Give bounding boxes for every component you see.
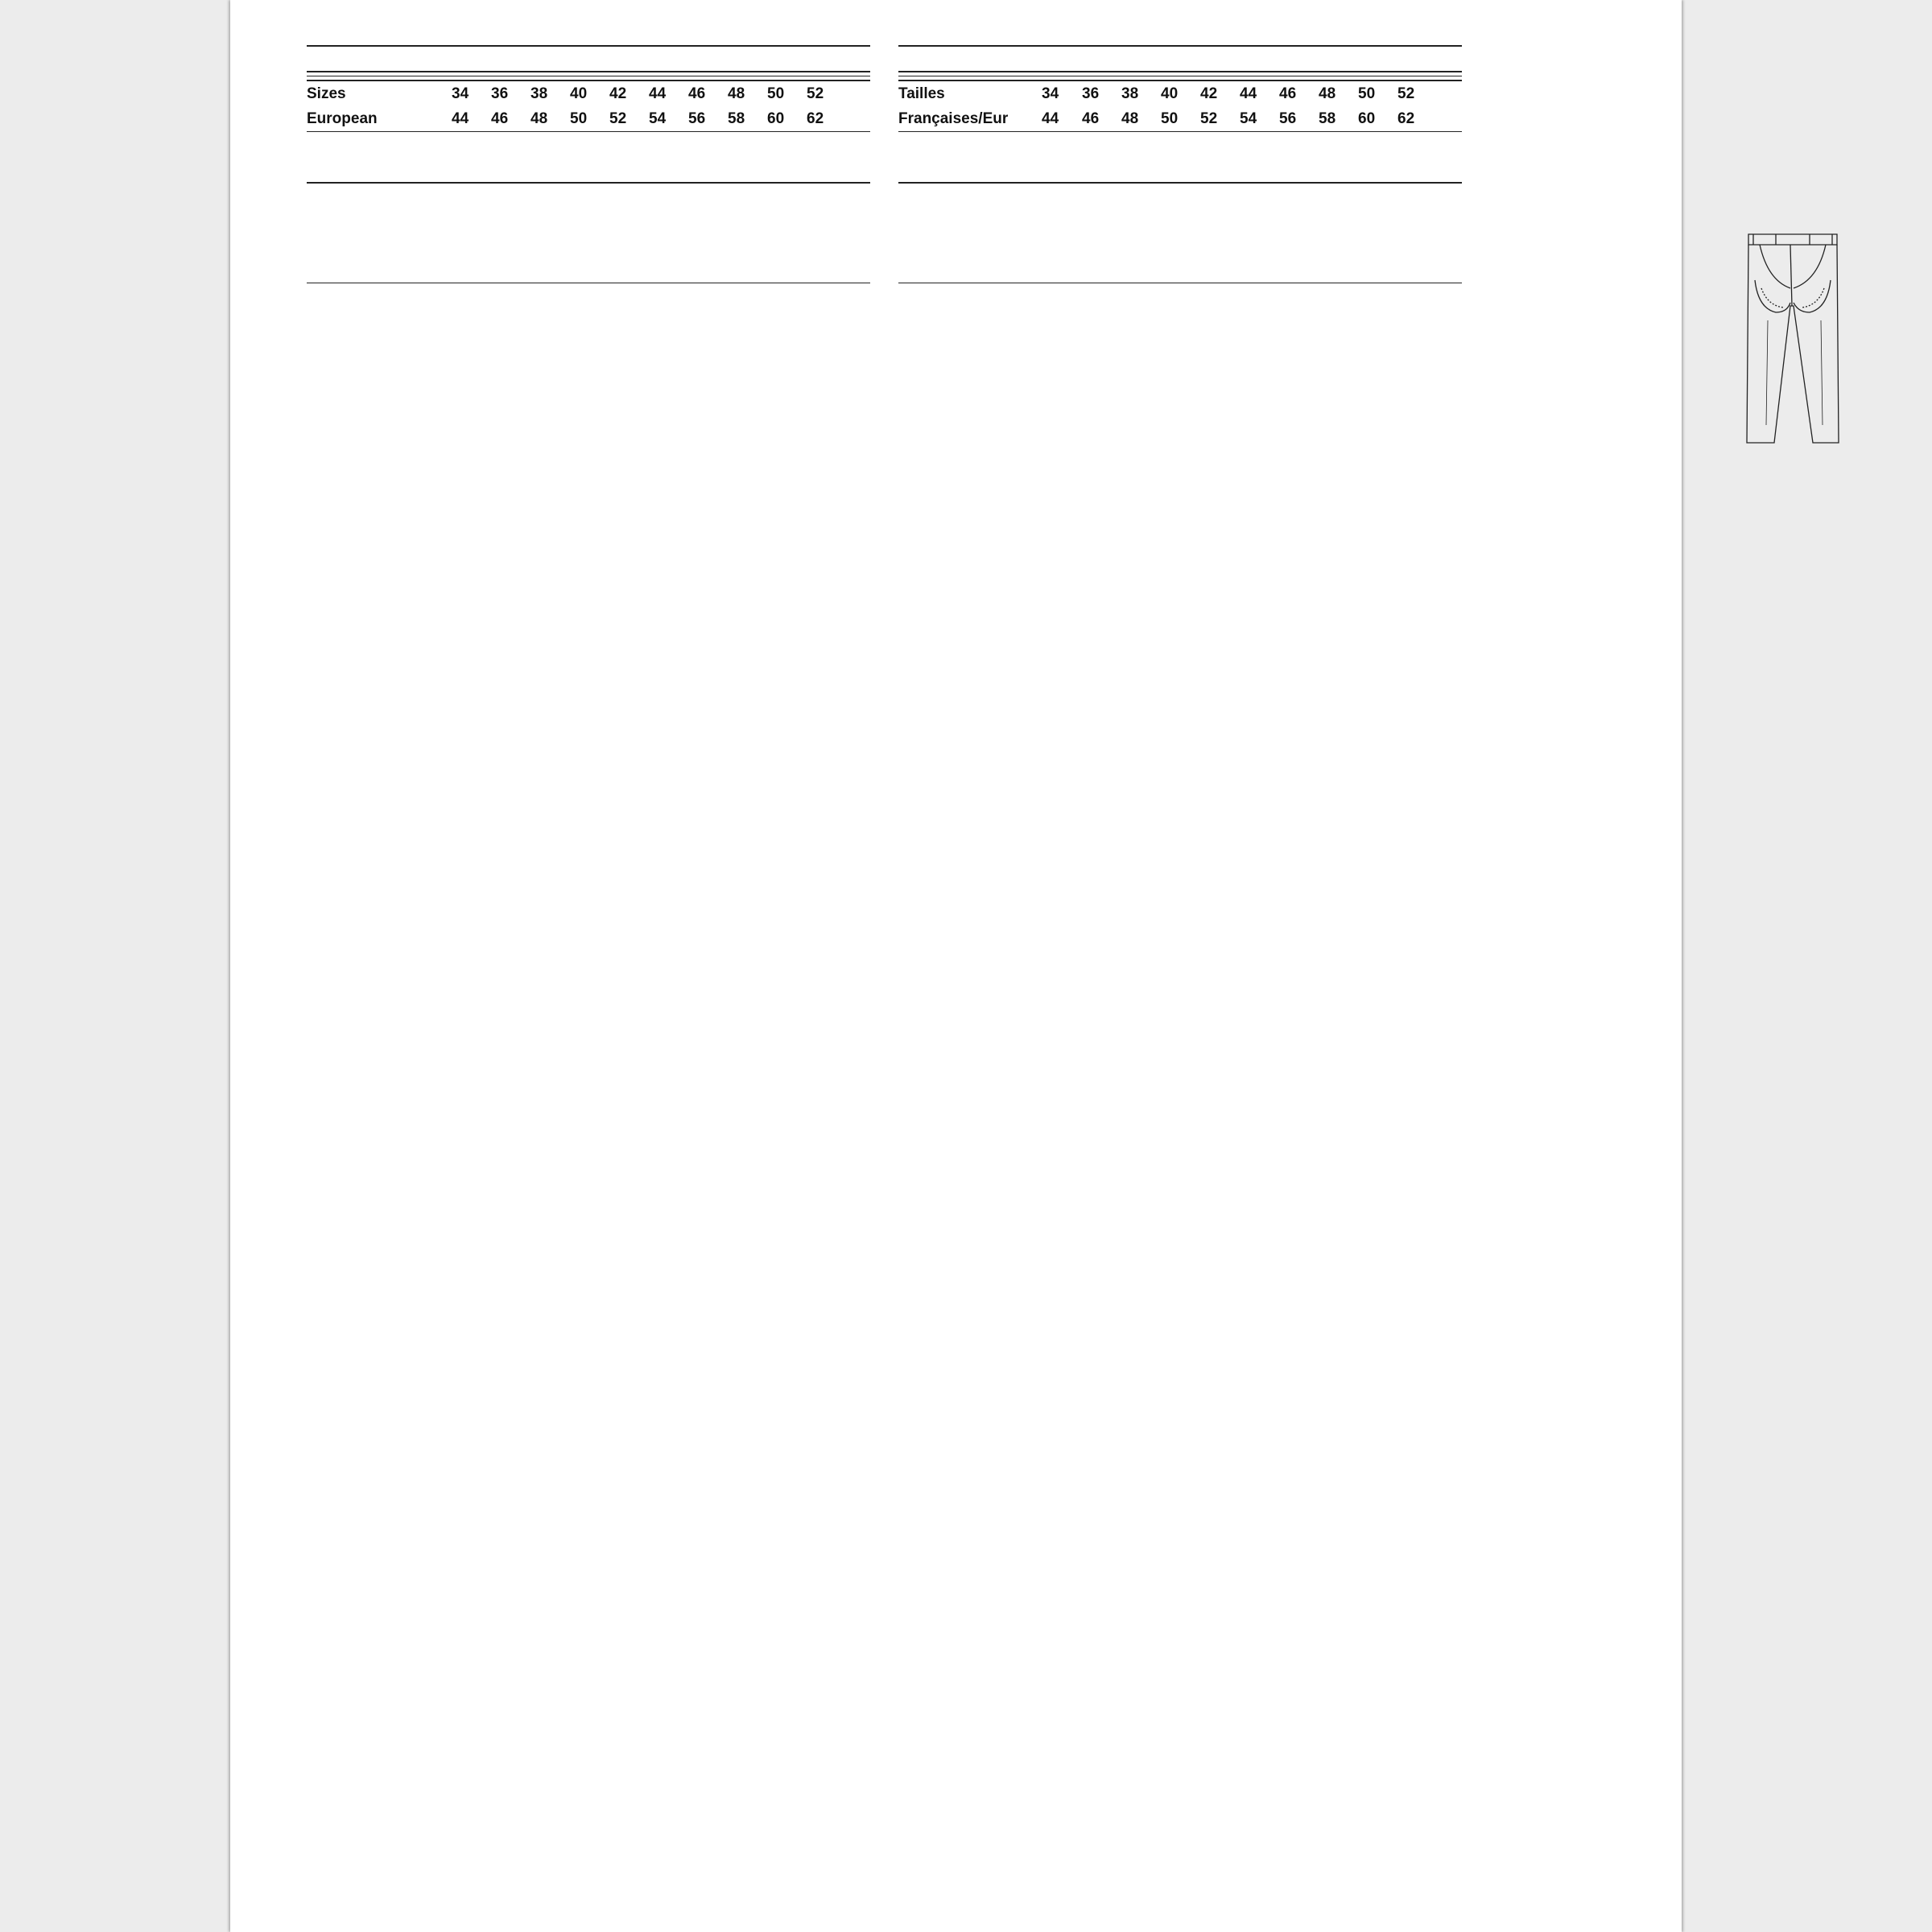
cell-value: 62 (1397, 110, 1415, 127)
cell-value: 44 (1042, 110, 1059, 127)
cell-value: 42 (1200, 85, 1218, 102)
cell-value: 48 (1319, 85, 1336, 102)
cell-value: 38 (1121, 85, 1139, 102)
cell-value: 34 (1042, 85, 1059, 102)
cell-value: 48 (530, 110, 548, 127)
header-en (307, 0, 870, 47)
finished-garment-heading-fr (898, 184, 1462, 208)
garment-title-fr (898, 47, 1462, 72)
cell-value: 44 (452, 110, 469, 127)
cell-value: 50 (767, 85, 785, 102)
cell-value: 58 (728, 110, 745, 127)
body-measurements-heading-fr (898, 132, 1462, 157)
footnote (307, 283, 870, 285)
finished-garment-heading (307, 184, 870, 208)
cell-value: 56 (688, 110, 706, 127)
cell-value: 54 (649, 110, 667, 127)
cell-value: 50 (570, 110, 588, 127)
length-heading (307, 233, 870, 258)
cell-value: 48 (1121, 110, 1139, 127)
cell-value: 52 (1200, 110, 1218, 127)
cell-value: 54 (1240, 110, 1257, 127)
width-heading (307, 208, 870, 233)
garment-title (307, 47, 870, 72)
french-column (898, 0, 1462, 285)
cell-value: 60 (1358, 110, 1376, 127)
cell-value: 40 (570, 85, 588, 102)
european-sizes-row-fr (898, 106, 1462, 132)
jeans-back-view-sketch (1744, 232, 1842, 445)
row-label: Sizes (307, 85, 346, 102)
header-fr (898, 0, 1462, 47)
cell-value: 46 (1279, 85, 1297, 102)
footnote-fr (898, 283, 1462, 285)
cell-value: 40 (1161, 85, 1179, 102)
body-measurements-heading (307, 132, 870, 157)
cell-value: 52 (1397, 85, 1415, 102)
sizes-row-fr (898, 81, 1462, 106)
cell-value: 44 (1240, 85, 1257, 102)
cell-value: 60 (767, 110, 785, 127)
row-label: Françaises/Eur (898, 110, 1009, 127)
width-heading-fr (898, 208, 1462, 233)
cell-value: 62 (807, 110, 824, 127)
footnote-rule (307, 258, 870, 283)
cell-value: 36 (1082, 85, 1100, 102)
cell-value: 46 (491, 110, 509, 127)
cell-value: 36 (491, 85, 509, 102)
cell-value: 56 (1279, 110, 1297, 127)
cell-value: 50 (1161, 110, 1179, 127)
interfacing-yardage-row (307, 157, 870, 184)
cell-value: 52 (609, 110, 627, 127)
pattern-envelope-back (230, 0, 1682, 1932)
row-label: Tailles (898, 85, 945, 102)
cell-value: 46 (688, 85, 706, 102)
cell-value: 58 (1319, 110, 1336, 127)
cell-value: 46 (1082, 110, 1100, 127)
european-sizes-row (307, 106, 870, 132)
footnote-rule-fr (898, 258, 1462, 283)
cell-value: 52 (807, 85, 824, 102)
interfacing-yardage-row-fr (898, 157, 1462, 184)
cell-value: 44 (649, 85, 667, 102)
cell-value: 38 (530, 85, 548, 102)
length-heading-fr (898, 233, 1462, 258)
cell-value: 50 (1358, 85, 1376, 102)
row-label: European (307, 110, 378, 127)
english-column (307, 0, 870, 285)
cell-value: 48 (728, 85, 745, 102)
cell-value: 42 (609, 85, 627, 102)
cell-value: 34 (452, 85, 469, 102)
sizes-row (307, 81, 870, 106)
